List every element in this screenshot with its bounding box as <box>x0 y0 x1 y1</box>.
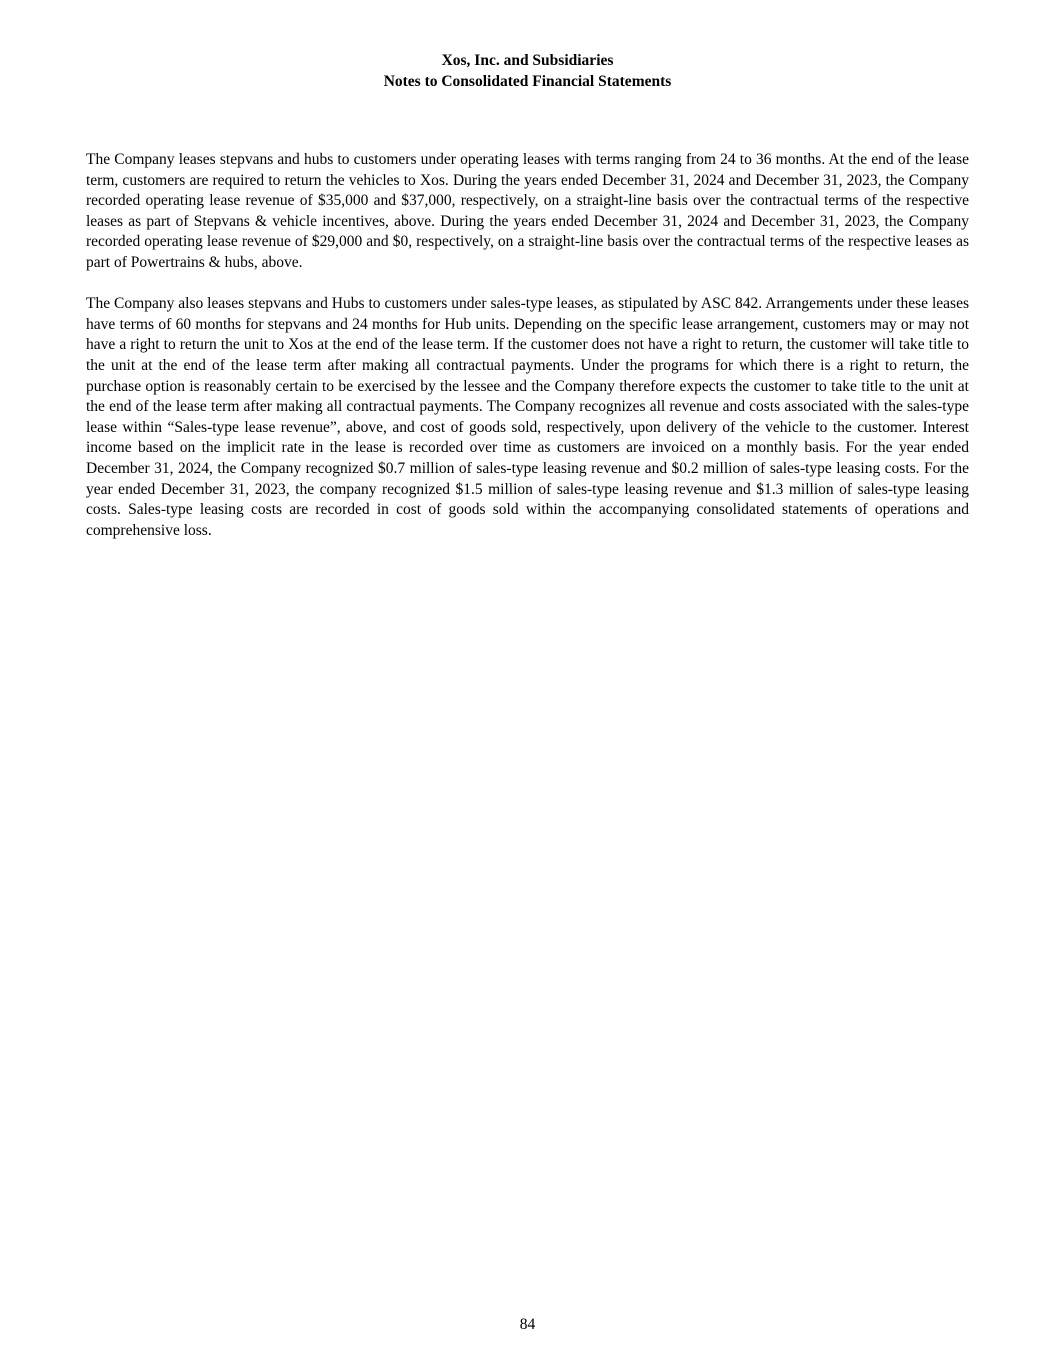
sales-type-lease-paragraph: The Company also leases stepvans and Hubs to customers under sales-type leases, as stipulated by ASC 842. Arrangements under these leases have terms of 60 months for stepvans and 24 months for Hub units. Depending on the specific lease arrangement, customers may or may not have a right to return the unit to Xos at the end of the lease term. If the customer does not have a right to return, the customer will take title to the unit at the end of the lease term after making all contractual payments. Under the programs for which there is a right to return, the purchase option is reasonably certain to be exercised by the lessee and the Company therefore expects the customer to take title to the unit at the end of the lease term after making all contractual payments. The Company recognizes all revenue and costs associated with the sales-type lease within “Sales-type lease revenue”, above, and cost of goods sold, respectively, upon delivery of the vehicle to the customer. Interest income based on the implicit rate in the lease is recorded over time as customers are invoiced on a monthly basis. For the year ended December 31, 2024, the Company recognized $0.7 million of sales-type leasing revenue and $0.2 million of sales-type leasing costs. For the year ended December 31, 2023, the company recognized $1.5 million of sales-type leasing revenue and $1.3 million of sales-type leasing costs. Sales-type leasing costs are recorded in cost of goods sold within the accompanying consolidated statements of operations and comprehensive loss. <box>86 295 969 539</box>
operating-lease-paragraph: The Company leases stepvans and hubs to customers under operating leases with terms ranging from 24 to 36 months. At the end of the lease term, customers are required to return the vehicles to Xos. During the years ended December 31, 2024 and December 31, 2023, the Company recorded operating lease revenue of $35,000 and $37,000, respectively, on a straight-line basis over the contractual terms of the respective leases as part of Stepvans & vehicle incentives, above. During the years ended December 31, 2024 and December 31, 2023, the Company recorded operating lease revenue of $29,000 and $0, respectively, on a straight-line basis over the contractual terms of the respective leases as part of Powertrains & hubs, above. <box>86 151 969 271</box>
page-header <box>0 50 1055 92</box>
page-number: 84 <box>519 1316 536 1333</box>
company-name: Xos, Inc. and Subsidiaries <box>441 52 614 69</box>
page-title: Notes to Consolidated Financial Statements <box>383 73 672 90</box>
notes-body <box>86 150 969 562</box>
